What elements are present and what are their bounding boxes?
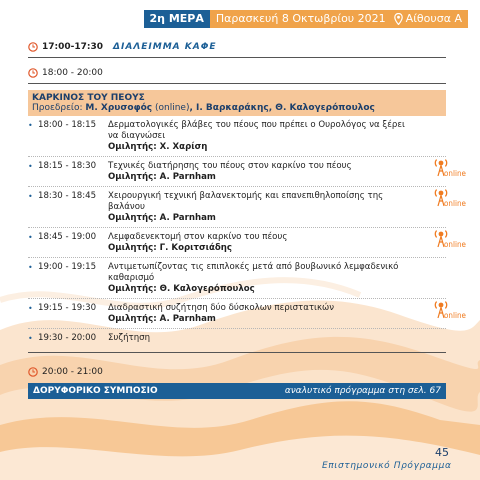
speaker-name: Θ. Καλογερόπουλος: [159, 284, 255, 294]
item-title: Λεμφαδενεκτομή στον καρκίνο του πέους: [108, 232, 288, 242]
item-time: 19:30 - 20:00: [38, 333, 97, 343]
chairs-rest: , Ι. Βαρκαράκης, Θ. Καλογερόπουλος: [189, 103, 375, 113]
divider: [28, 352, 446, 353]
break-label: ΔΙΑΛΕΙΜΜΑ ΚΑΦΕ: [113, 42, 217, 52]
item-title: Συζήτηση: [108, 333, 151, 343]
online-label: online: [444, 199, 466, 208]
page-number: 45: [435, 446, 449, 459]
divider: [28, 227, 446, 228]
item-title: Διαδραστική συζήτηση δύο δύσκολων περιστατικών: [108, 303, 335, 313]
item-title: Τεχνικές διατήρησης του πέους στον καρκίνο του πέους: [108, 161, 352, 171]
date-label: Παρασκευή 8 Οκτωβρίου 2021: [210, 10, 392, 28]
speaker-name: Χ. Χαρίση: [159, 142, 208, 152]
break-time: 17:00-17:30: [42, 42, 104, 52]
session-time: 20:00 - 21:00: [42, 367, 103, 377]
page-reference: αναλυτικό πρόγραμμα στη σελ. 67: [284, 386, 441, 396]
day-header: [144, 10, 468, 28]
list-item: [28, 232, 466, 254]
divider: [28, 298, 446, 299]
online-label: online: [444, 240, 466, 249]
footer-label: Επιστημονικό Πρόγραμμα: [322, 461, 452, 471]
list-item: [28, 191, 466, 224]
room-name: Αίθουσα Α: [405, 12, 462, 25]
bullet: •: [28, 304, 33, 313]
item-time: 18:45 - 19:00: [38, 232, 97, 242]
location-pin-icon: [394, 13, 403, 25]
speaker-label: Ομιλητής:: [108, 314, 157, 324]
session-time-row: [28, 365, 446, 379]
speaker-name: A. Parnham: [159, 314, 216, 324]
online-label: online: [444, 311, 466, 320]
speaker-label: Ομιλητής:: [108, 284, 157, 294]
divider: [28, 186, 446, 187]
item-time: 19:15 - 19:30: [38, 303, 97, 313]
speaker-label: Ομιλητής:: [108, 172, 157, 182]
session-title: ΔΟΡΥΦΟΡΙΚΟ ΣΥΜΠΟΣΙΟ: [33, 386, 158, 396]
session-header: [28, 90, 446, 116]
session-chairs: [32, 103, 442, 113]
divider: [28, 83, 446, 84]
bullet: •: [28, 162, 33, 171]
session-time-row: [28, 66, 446, 80]
session-time: 18:00 - 20:00: [42, 68, 103, 78]
program-content: [28, 40, 466, 399]
clock-icon: [28, 367, 38, 377]
day-label: 2η ΜΕΡΑ: [144, 10, 210, 28]
item-time: 18:30 - 18:45: [38, 191, 97, 201]
online-badge: [434, 157, 464, 181]
online-badge: [434, 299, 464, 323]
divider: [28, 257, 446, 258]
speaker-label: Ομιλητής:: [108, 213, 157, 223]
clock-icon: [28, 42, 38, 52]
speaker-label: Ομιλητής:: [108, 243, 157, 253]
speaker-name: Γ. Κοριτσιάδης: [159, 243, 233, 253]
online-badge: [434, 187, 464, 211]
online-badge: [434, 228, 464, 252]
chair-note: (online): [152, 103, 190, 113]
item-time: 19:00 - 19:15: [38, 262, 97, 272]
room-label: [392, 10, 468, 28]
break-row: [28, 40, 446, 54]
session-title: ΚΑΡΚΙΝΟΣ ΤΟΥ ΠΕΟΥΣ: [32, 93, 145, 103]
chairs-label: Προεδρείο:: [32, 103, 83, 113]
list-item: [28, 262, 446, 295]
speaker-label: Ομιλητής:: [108, 142, 157, 152]
satellite-symposium-bar: [28, 383, 446, 399]
online-label: online: [444, 169, 466, 178]
list-item: [28, 161, 466, 183]
divider: [28, 156, 446, 157]
item-title: Χειρουργική τεχνική βαλανεκτομής και επανεπιθηλοποίσης της βαλάνου: [108, 191, 384, 212]
bullet: •: [28, 121, 33, 130]
divider: [28, 57, 446, 58]
bullet: •: [28, 192, 33, 201]
item-title: Δερματολογικές βλάβες του πέους που πρέπει ο Ουρολόγος να ξέρει να διαγνώσει: [108, 120, 405, 141]
list-item: [28, 333, 446, 344]
bullet: •: [28, 263, 33, 272]
bullet: •: [28, 233, 33, 242]
list-item: [28, 120, 446, 153]
speaker-name: A. Parnham: [159, 172, 216, 182]
speaker-name: A. Parnham: [159, 213, 216, 223]
item-time: 18:15 - 18:30: [38, 161, 97, 171]
list-item: [28, 303, 466, 325]
chair-name: Μ. Χρυσοφός: [85, 103, 153, 113]
clock-icon: [28, 68, 38, 78]
bullet: •: [28, 334, 33, 343]
divider: [28, 328, 446, 329]
item-time: 18:00 - 18:15: [38, 120, 97, 130]
item-title: Αντιμετωπίζοντας τις επιπλοκές μετά από βουβωνικό λεμφαδενικό καθαρισμό: [108, 262, 399, 283]
